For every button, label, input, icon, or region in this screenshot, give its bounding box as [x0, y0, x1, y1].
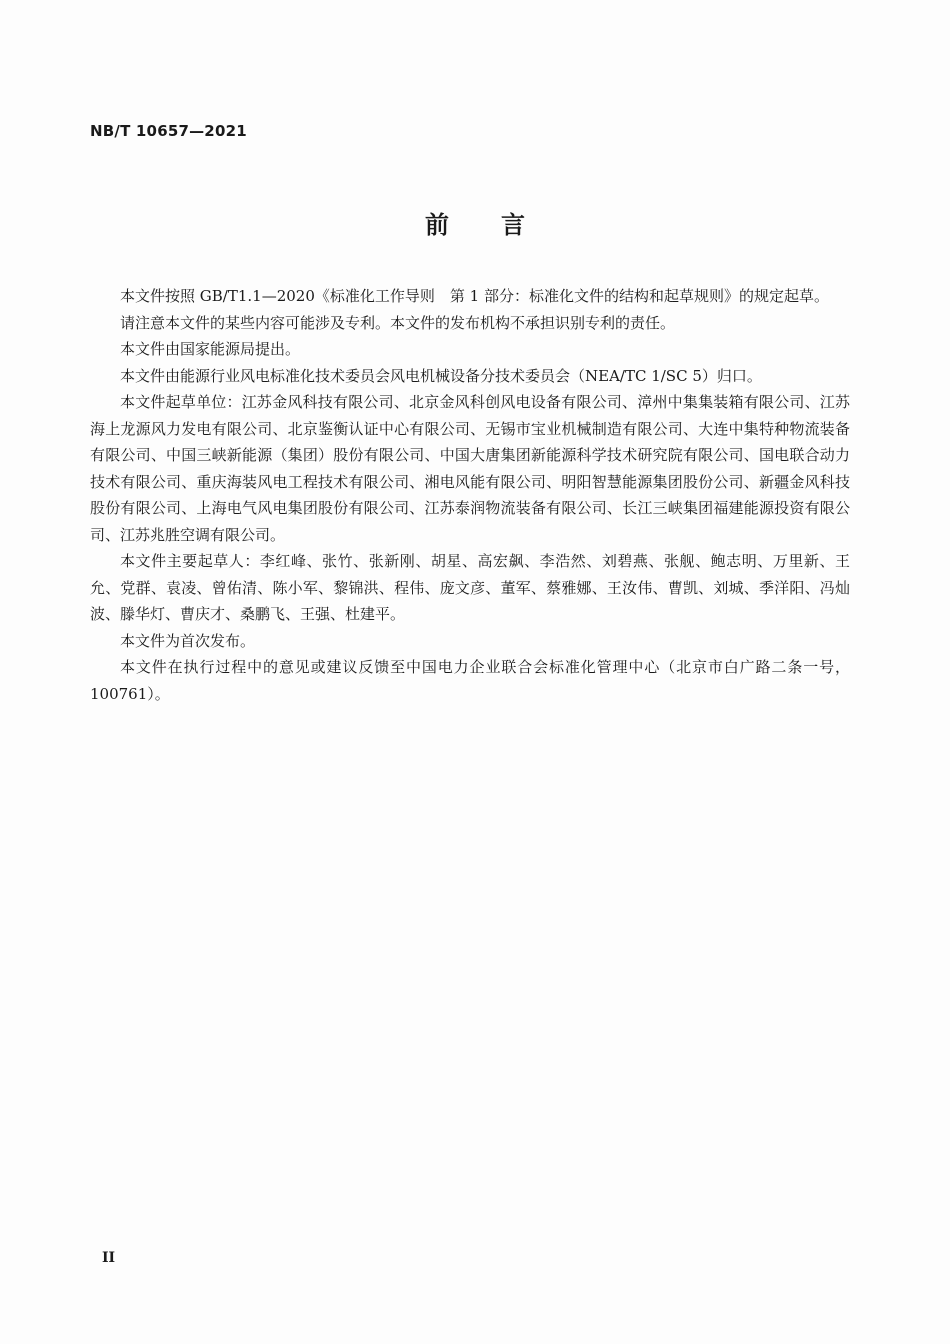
- paragraph-drafting-units: 本文件起草单位：江苏金风科技有限公司、北京金风科创风电设备有限公司、漳州中集集装箱有限公司、江苏海上龙源风力发电有限公司、北京鉴衡认证中心有限公司、无锡市宝业机械制造有限公司、大连中集特种物流装备有限公司、中国三峡新能源（集团）股份有限公司、中国大唐集团新能源科学技术研究院有限公司、国电联合动力技术有限公司、重庆海装风电工程技术有限公司、湘电风能有限公司、明阳智慧能源集团股份公司、新疆金风科技股份有限公司、上海电气风电集团股份有限公司、江苏泰润物流装备有限公司、长江三峡集团福建能源投资有限公司、江苏兆胜空调有限公司。: [90, 393, 850, 544]
- paragraph-first-release: 本文件为首次发布。: [120, 631, 256, 650]
- paragraph-drafting-basis: 本文件按照 GB/T1.1—2020《标准化工作导则 第 1 部分：标准化文件的结构和起草规则》的规定起草。: [120, 287, 829, 305]
- page-number: II: [102, 1250, 116, 1266]
- paragraph-feedback: 本文件在执行过程中的意见或建议反馈至中国电力企业联合会标准化管理中心（北京市白广路二条一号，100761）。: [90, 658, 850, 703]
- page-title: 前言: [425, 211, 577, 239]
- preface-body: [90, 283, 850, 707]
- paragraph-committee: 本文件由能源行业风电标准化技术委员会风电机械设备分技术委员会（NEA/TC 1/SC 5）归口。: [120, 366, 762, 385]
- paragraph-main-drafters: 本文件主要起草人：李红峰、张竹、张新刚、胡星、高宏飙、李浩然、刘碧燕、张舰、鲍志明、万里新、王允、党群、袁凌、曾佑清、陈小军、黎锦洪、程伟、庞文彦、董军、蔡雅娜、王汝伟、曹凯、刘城、季洋阳、冯灿波、滕华灯、曹庆才、桑鹏飞、王强、杜建平。: [90, 552, 850, 623]
- document-code: NB/T 10657—2021: [90, 122, 247, 140]
- paragraph-proposer: 本文件由国家能源局提出。: [120, 340, 301, 358]
- paragraph-patent-notice: 请注意本文件的某些内容可能涉及专利。本文件的发布机构不承担识别专利的责任。: [120, 313, 676, 332]
